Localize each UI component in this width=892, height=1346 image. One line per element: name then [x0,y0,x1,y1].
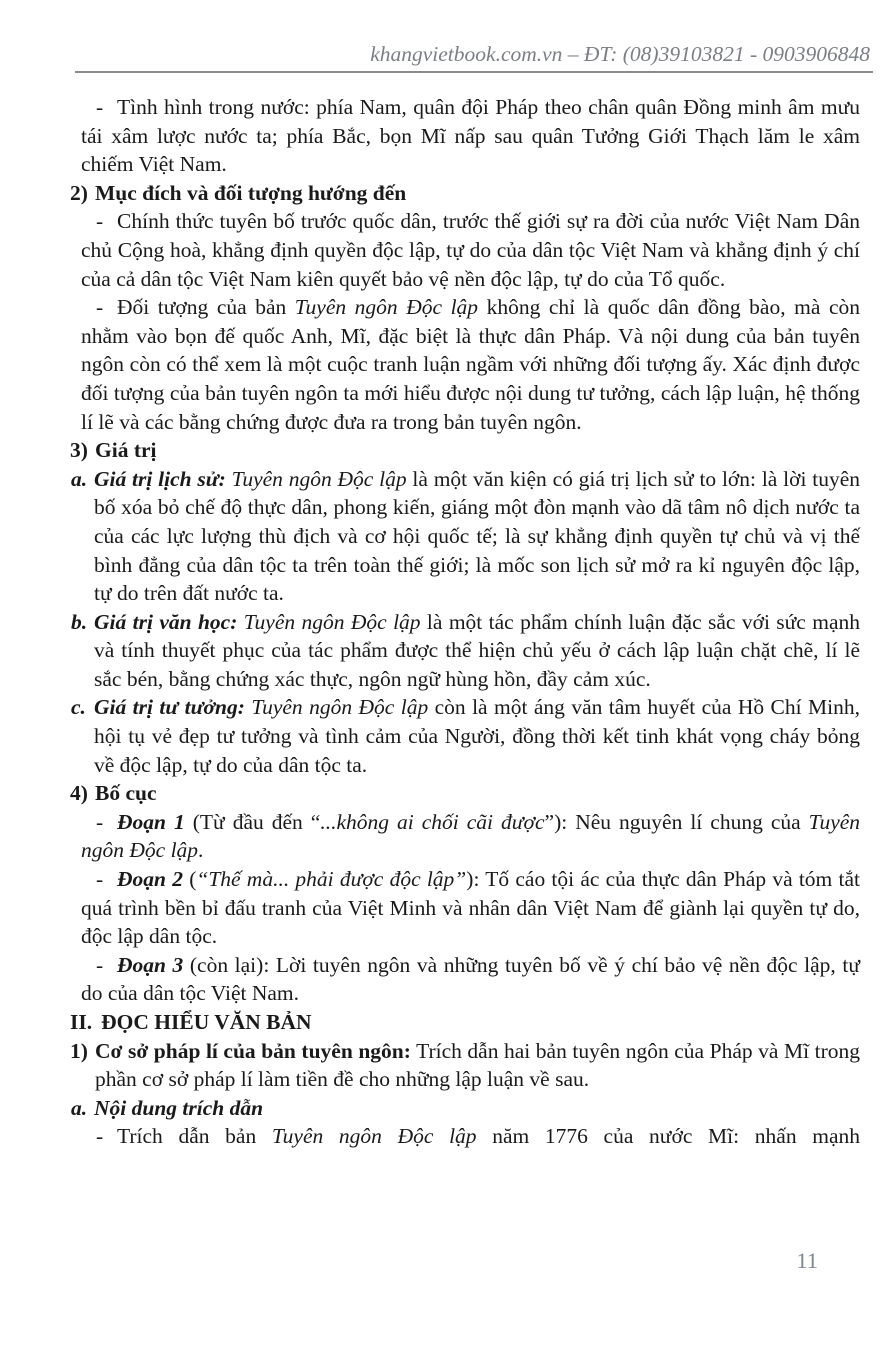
text-run: Cơ sở pháp lí của bản tuyên ngôn: [95,1038,411,1063]
text-run: Tuyên ngôn Độc lập [294,295,479,320]
text-run: ”): Nêu nguyên lí chung của [544,809,809,834]
paragraph [81,207,860,293]
text-run: ĐỌC HIỂU VĂN BẢN [101,1010,312,1034]
text-run: không chỉ là quốc dân đồng bào, mà còn nhằm vào bọn đế quốc Anh, Mĩ, đặc biệt là thực dân Pháp. Và nội dung của bản tuyên ngôn còn có thể xem là một cuộc tranh luận ngầm với những đối tượng ấy. Xác định được đối tượng của bản tuyên ngôn ta mới hiểu được nội dung tư tưởng, cách lập luận, hệ thống lí lẽ và các bằng chứng được đưa ra trong bản tuyên ngôn. [81,295,860,434]
paragraph [81,808,860,865]
text-run: (Từ đầu đến “ [184,809,321,834]
text-run: năm 1776 của nước Mĩ: nhấn mạnh [476,1124,860,1149]
text-run: Đoạn 2 [117,867,183,892]
paragraph [81,293,860,436]
list-marker: 4) [70,781,88,806]
list-marker: II. [70,1010,93,1034]
text-run: Tuyên ngôn Độc lập [243,609,421,634]
paragraph [81,951,860,1008]
list-marker: - [96,95,104,119]
text-run: còn là một áng văn tâm huyết của Hồ Chí Minh, hội tụ vẻ đẹp tư tưởng và tình cảm của Người, đồng thời kết tinh khát vọng cháy bỏng về độc lập, tự do của dân tộc ta. [94,695,860,777]
text-run: Giá trị [95,438,157,463]
paragraph [70,779,860,808]
page-number: 11 [796,1248,818,1273]
paragraph [71,608,860,694]
paragraph [70,179,860,208]
text-run: Chính thức tuyên bố trước quốc dân, trước thế giới sự ra đời của nước Việt Nam Dân chủ Cộng hoà, khẳng định quyền độc lập, tự do của dân tộc Việt Nam và khẳng định ý chí của cả dân tộc Việt Nam kiên quyết bảo vệ nền độc lập, tự do của Tổ quốc. [81,209,860,291]
text-run: Tuyên ngôn Độc lập [81,809,861,863]
text-run: Tuyên ngôn Độc lập [231,466,407,491]
text-run: Tuyên ngôn Độc lập [271,1124,477,1149]
header-site-info: khangvietbook.com.vn – ĐT: (08)39103821 - 0903906848 [370,42,870,66]
text-run: Tuyên ngôn Độc lập [251,695,429,720]
content [70,93,861,1151]
paragraph [81,93,860,179]
list-marker: c. [71,695,86,720]
text-run: “Thế mà... phải được độc lập” [196,867,467,892]
text-run: Trích dẫn bản [117,1124,272,1149]
list-marker: 1) [70,1038,88,1063]
list-marker: a. [71,466,88,491]
list-marker: - [96,809,104,834]
paragraph [71,1094,860,1123]
text-run: Đối tượng của bản [117,295,295,320]
list-marker: 3) [70,438,88,463]
list-marker: - [96,295,104,320]
text-run: Trích dẫn hai bản tuyên ngôn của Pháp và Mĩ trong phần cơ sở pháp lí làm tiền đề cho những lập luận về sau. [95,1038,860,1092]
paragraph [81,1122,860,1151]
text-run: . [198,838,204,863]
paragraph [70,1037,860,1094]
list-marker: b. [71,609,88,634]
text-run: ...không ai chối cãi được [320,809,545,834]
list-marker: a. [71,1095,88,1120]
paragraph [81,865,860,951]
page-header [75,42,870,67]
paragraph [71,465,860,608]
list-marker: 2) [70,180,88,205]
paragraph [70,436,860,465]
text-run: là một văn kiện có giá trị lịch sử to lớn: là lời tuyên bố xóa bỏ chế độ thực dân, phong kiến, giáng một đòn mạnh vào dã tâm nô dịch nước ta của các lực lượng thù địch và cơ hội quốc tế; là sự khẳng định quyền tự chủ và vị thế bình đẳng của dân tộc ta trên toàn thế giới; là mốc son lịch sử mở ra kỉ nguyên độc lập, tự do trên đất nước ta. [94,466,860,606]
text-run: Giá trị lịch sử: [94,466,232,491]
text-run: Mục đích và đối tượng hướng đến [95,180,407,205]
text-run: ( [182,867,197,892]
list-marker: - [96,952,104,977]
text-run: Giá trị tư tưởng: [94,695,252,720]
paragraph [71,693,860,779]
header-divider [75,71,873,73]
text-run: (còn lại): Lời tuyên ngôn và những tuyên bố về ý chí bảo vệ nền độc lập, tự do của dân tộc Việt Nam. [81,952,860,1006]
text-run: Nội dung trích dẫn [94,1095,264,1120]
text-run: Đoạn 1 [117,809,185,834]
list-marker: - [96,209,104,234]
list-marker: - [96,1124,104,1149]
paragraph [70,1008,860,1037]
text-run: Tình hình trong nước: phía Nam, quân đội Pháp theo chân quân Đồng minh âm mưu tái xâm lược nước ta; phía Bắc, bọn Mĩ nấp sau quân Tưởng Giới Thạch lăm le xâm chiếm Việt Nam. [81,95,860,177]
text-run: ): Tố cáo tội ác của thực dân Pháp và tóm tắt quá trình bền bỉ đấu tranh của Việt Minh và nhân dân Việt Nam để giành lại quyền tự do, độc lập dân tộc. [81,867,860,949]
text-run: Đoạn 3 [117,952,184,977]
text-run: là một tác phẩm chính luận đặc sắc với sức mạnh và tính thuyết phục của tác phẩm được thể hiện chủ yếu ở cách lập luận chặt chẽ, lí lẽ sắc bén, bằng chứng xác thực, ngôn ngữ hùng hồn, đầy cảm xúc. [94,609,860,691]
list-marker: - [96,867,104,892]
text-run: Giá trị văn học: [94,609,244,634]
text-run: Bố cục [95,781,157,806]
